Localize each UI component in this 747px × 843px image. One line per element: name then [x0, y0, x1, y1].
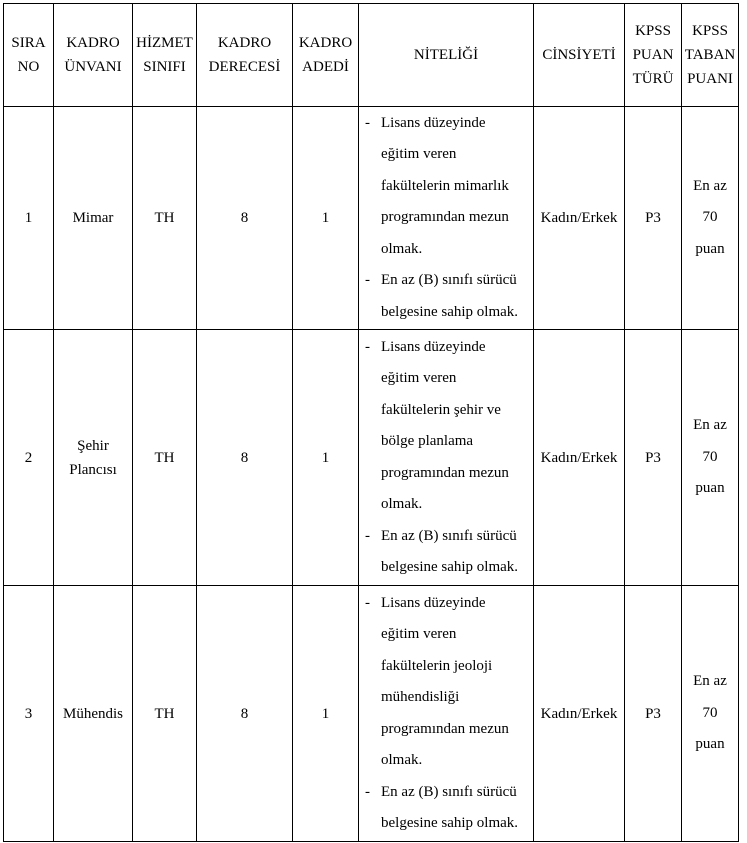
cell-taban-puani: En az 70 puan: [682, 330, 739, 586]
header-hizmet-sinifi: HİZMET SINIFI: [133, 4, 197, 107]
requirement-item: - En az (B) sınıfı sürücü belgesine sahip olmak.: [365, 783, 519, 831]
cell-derece: 8: [197, 586, 293, 842]
cell-taban-puani: En az 70 puan: [682, 107, 739, 330]
header-kpss-taban-puani: KPSS TABAN PUANI: [682, 4, 739, 107]
header-kadro-derecesi: KADRO DERECESİ: [197, 4, 293, 107]
cell-puan-turu: P3: [625, 107, 682, 330]
cell-sira: 1: [4, 107, 54, 330]
cell-adet: 1: [293, 586, 359, 842]
table-row: [4, 107, 739, 330]
cell-nitelik: [359, 586, 534, 842]
cell-hizmet: TH: [133, 586, 197, 842]
header-kpss-puan-turu: KPSS PUAN TÜRÜ: [625, 4, 682, 107]
cell-cinsiyet: Kadın/Erkek: [534, 107, 625, 330]
requirement-item: - En az (B) sınıfı sürücü belgesine sahip olmak.: [365, 272, 519, 320]
cell-taban-puani: En az 70 puan: [682, 586, 739, 842]
cell-sira: 3: [4, 586, 54, 842]
requirement-item: - Lisans düzeyinde eğitim veren fakültelerin jeoloji mühendisliği programından mezun olmak.: [365, 594, 509, 768]
cell-adet: 1: [293, 107, 359, 330]
cell-derece: 8: [197, 330, 293, 586]
requirement-item: - Lisans düzeyinde eğitim veren fakültelerin şehir ve bölge planlama programından mezun olmak.: [365, 338, 509, 512]
cell-cinsiyet: Kadın/Erkek: [534, 586, 625, 842]
cell-puan-turu: P3: [625, 586, 682, 842]
cell-nitelik: [359, 330, 534, 586]
cell-hizmet: TH: [133, 330, 197, 586]
requirement-item: - Lisans düzeyinde eğitim veren fakültelerin mimarlık programından mezun olmak.: [365, 114, 509, 257]
header-kadro-unvani: KADRO ÜNVANI: [54, 4, 133, 107]
cell-puan-turu: P3: [625, 330, 682, 586]
header-kadro-adedi: KADRO ADEDİ: [293, 4, 359, 107]
requirement-item: - En az (B) sınıfı sürücü belgesine sahip olmak.: [365, 527, 519, 575]
header-sira-no: SIRA NO: [4, 4, 54, 107]
header-niteligi: NİTELİĞİ: [359, 4, 534, 107]
cell-unvan: Mimar: [54, 107, 133, 330]
cell-unvan: Şehir Plancısı: [54, 330, 133, 586]
header-row: [4, 4, 739, 107]
table-row: [4, 586, 739, 842]
cell-sira: 2: [4, 330, 54, 586]
cell-adet: 1: [293, 330, 359, 586]
cell-derece: 8: [197, 107, 293, 330]
header-cinsiyeti: CİNSİYETİ: [534, 4, 625, 107]
kadro-table: [3, 3, 739, 842]
cell-hizmet: TH: [133, 107, 197, 330]
cell-unvan: Mühendis: [54, 586, 133, 842]
cell-nitelik: [359, 107, 534, 330]
cell-cinsiyet: Kadın/Erkek: [534, 330, 625, 586]
table-row: [4, 330, 739, 586]
